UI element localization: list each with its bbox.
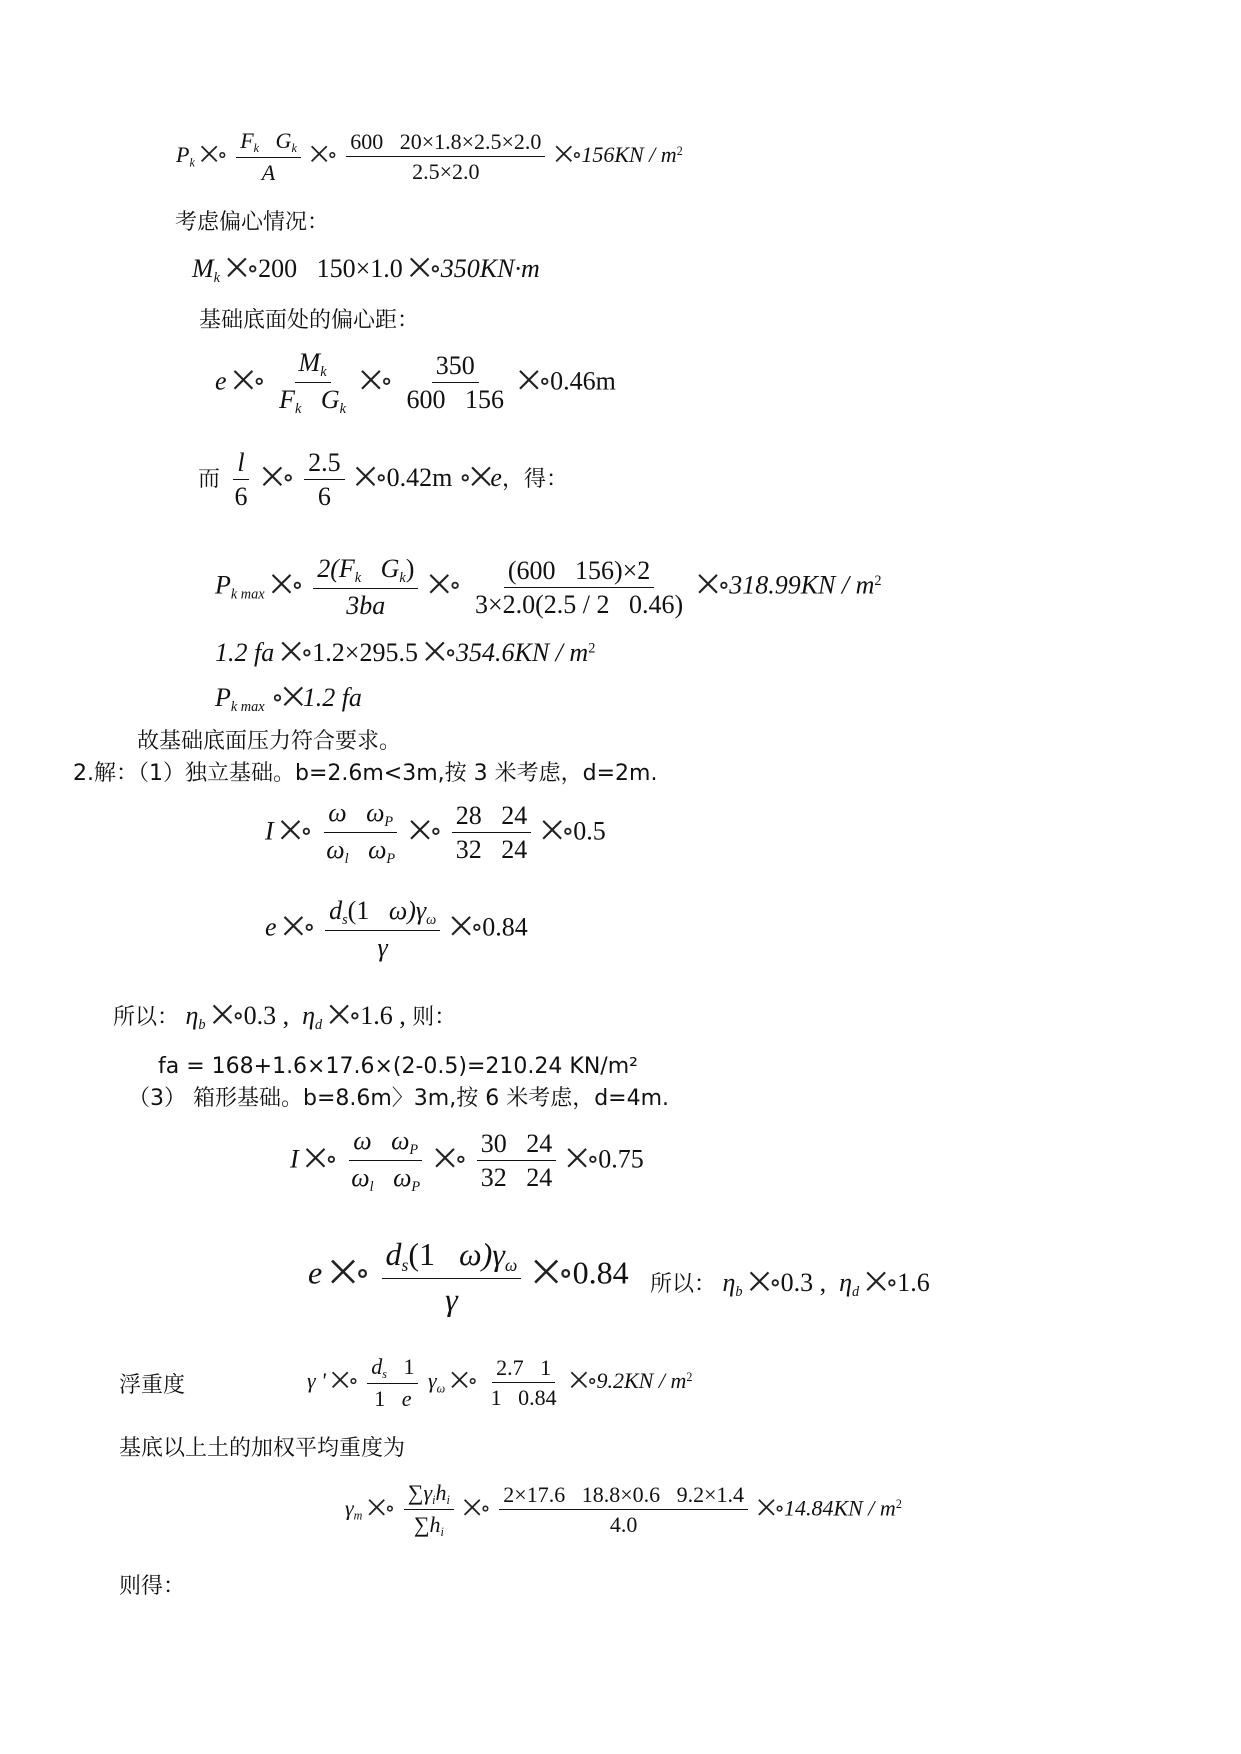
formula-e1: e ⨉∘ $\frac{M_k}{F_k G_k}$ ⨉∘ $\frac{350}{600 156}$ ⨉∘0.46m [215, 348, 616, 418]
fraction: $\frac{2.7 1}{1 0.84}$ [490, 1355, 557, 1411]
fraction: $\frac{2\times 17.6 18.8\times 0.6 9.2\times 1.4}{4.0}$ [499, 1484, 748, 1536]
text-line: （3） 箱形基础。b=8.6m〉3m,按 6 米考虑，d=4m. [128, 1086, 670, 1111]
fraction: $\frac{F_k G_k}{A}$ [236, 130, 301, 184]
fraction: $\frac{d_s 1}{1 e}$ [367, 1356, 418, 1410]
formula-fa: 1.2 fa ⨉∘1.2×295.5 ⨉∘354.6KN / $m^2$ [215, 638, 596, 667]
text-line: 故基础底面压力符合要求。 [137, 729, 402, 754]
formula-e2: e ⨉∘ $\frac{d_s(1 \omega)\gamma_\omega}{\gamma}$ ⨉∘0.84 [265, 896, 528, 963]
formula-pk: $P_k$ ⨉∘ $\frac{F_k G_k}{A}$ ⨉∘ $\frac{600 20\times 1.8\times 2.5\times 2.0}{2.5\times 2.0}$ ⨉∘156KN / $m^2$ [176, 128, 683, 186]
fraction: $\frac{\sum\gamma_ih_i}{\sum h_i}$ [404, 1482, 454, 1539]
formula-gamma-m: $\gamma_m$ ⨉∘ $\frac{\sum\gamma_ih_i}{\sum h_i}$ ⨉∘ $\frac{2\times 17.6 18.8\times 0.6 9.2\times 1.4}{4.0}$ ⨉∘14.84KN / $m^2$ [345, 1480, 902, 1540]
text-line: 考虑偏心情况： [175, 210, 330, 235]
formula-I1: I ⨉∘ $\frac{\omega \omega_P}{\omega_l \omega_P}$ ⨉∘ $\frac{28 24}{32 24}$ ⨉∘0.5 [265, 798, 606, 868]
fraction: $\frac{2.5}{6}$ [304, 450, 345, 510]
formula-e3: e ⨉∘ $\frac{d_s(1 \omega)\gamma_\omega}{\gamma}$ ⨉∘0.84 [308, 1236, 629, 1317]
text-line: 则得： [119, 1574, 186, 1599]
formula-symbol: P [176, 142, 190, 168]
fraction: $\frac{\omega \omega_P}{\omega_l \omega_P}$ [322, 800, 399, 867]
text-line: 浮重度 [119, 1373, 186, 1398]
formula-result: 156KN / m [581, 142, 677, 168]
text-line: 2.解：（1）独立基础。b=2.6m<3m,按 3 米考虑，d=2m. [73, 761, 658, 786]
formula-mk: $M_k$ ⨉∘200 150×1.0 ⨉∘350KN·m [192, 254, 540, 286]
fraction: $\frac{\omega \omega_P}{\omega_l \omega_P}$ [347, 1128, 424, 1195]
formula-compare: $P_{k max}$ ∘⨉1.2 fa [215, 683, 362, 715]
fraction: $\frac{(600 156)\times 2}{3\times 2.0(2.5 / 2 0.46)}$ [474, 555, 684, 619]
fraction: $\frac{600 20\times 1.8\times 2.5\times 2.0}{2.5\times 2.0}$ [346, 131, 545, 183]
formula-eta1: 所以： $\eta_b$ ⨉∘0.3 , $\eta_d$ ⨉∘1.6 , 则： [113, 1001, 457, 1033]
fraction: $\frac{28 24}{32 24}$ [452, 803, 532, 863]
fraction: $\frac{2(F_k G_k)}{3ba}$ [313, 556, 418, 619]
fraction: $\frac{M_k}{F_k G_k}$ [279, 348, 346, 418]
fraction: $\frac{d_s(1 \omega)\gamma_\omega}{\gamma}$ [382, 1238, 522, 1315]
fraction: $\frac{d_s(1 \omega)\gamma_\omega}{\gamma}$ [325, 898, 440, 961]
formula-eta2: 所以： $\eta_b$ ⨉∘0.3 , $\eta_d$ ⨉∘1.6 [650, 1268, 930, 1300]
fraction: $\frac{30 24}{32 24}$ [477, 1131, 557, 1191]
formula-l6: 而 $\frac{l}{6}$ ⨉∘ $\frac{2.5}{6}$ ⨉∘0.42m ∘⨉e，得： [198, 448, 568, 511]
text-line: 基底以上土的加权平均重度为 [119, 1436, 406, 1461]
fraction: $\frac{l}{6}$ [234, 448, 248, 511]
formula-I2: I ⨉∘ $\frac{\omega \omega_P}{\omega_l \omega_P}$ ⨉∘ $\frac{30 24}{32 24}$ ⨉∘0.75 [290, 1126, 644, 1196]
text-line: 基础底面处的偏心距： [199, 308, 420, 333]
equals-sign: ⨉∘ [200, 142, 227, 168]
formula-pkmax: $P_{k max}$ ⨉∘ $\frac{2(F_k G_k)}{3ba}$ ⨉∘ $\frac{(600 156)\times 2}{3\times 2.0(2.5 / 2 0.46)}$ ⨉∘318.99KN / $m^2$ [215, 554, 882, 621]
formula-buoyant: γ ' ⨉∘ $\frac{d_s 1}{1 e}$ $\gamma_\omega$ ⨉∘ $\frac{2.7 1}{1 0.84}$ ⨉∘9.2KN / $m^2$ [307, 1354, 693, 1412]
text-line: fa = 168+1.6×17.6×(2-0.5)=210.24 KN/m² [158, 1054, 638, 1079]
fraction: $\frac{350}{600 156}$ [406, 351, 505, 415]
